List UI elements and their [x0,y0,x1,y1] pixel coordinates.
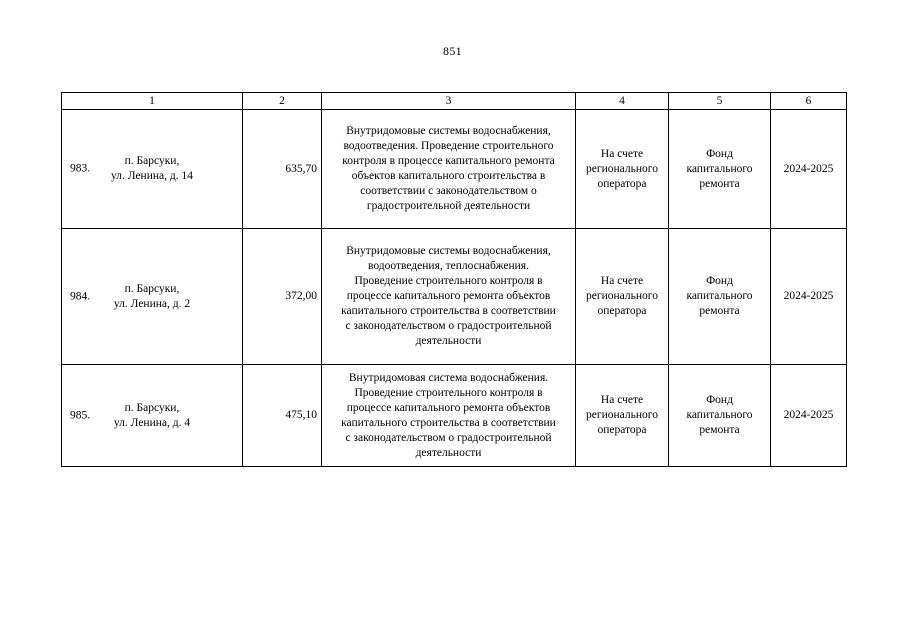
table-row [62,110,847,229]
funding-source-line: оператора [597,177,647,190]
address-cell [62,229,243,365]
column-header: 4 [576,93,669,110]
address-cell [62,365,243,467]
description-line: Внутридомовая система водоснабжения. [348,371,549,384]
fund-line: ремонта [699,305,740,317]
address-line: ул. Ленина, д. 14 [111,170,193,182]
page-number: 851 [443,44,462,58]
fund-line: Фонд [706,275,733,287]
description-line: процессе капитального ремонта объектов [346,401,551,414]
column-header: 2 [243,93,322,110]
description-line: водоотведения, теплоснабжения. [368,260,529,272]
description-cell [322,110,576,229]
description-line: Внутридомовые системы водоснабжения, [346,245,551,257]
funding-source-line: На счете [600,394,644,406]
fund-line: ремонта [699,177,740,190]
row-number: 983. [70,162,91,175]
table-row [62,365,847,467]
years-cell: 2024-2025 [771,110,847,229]
table-header-row [62,93,847,110]
description-line: с законодательством о градостроительной [345,320,552,332]
address-line: ул. Ленина, д. 4 [113,416,191,429]
works-table [61,92,847,467]
description-line: деятельности [415,446,482,459]
description-line: водоотведения. Проведение строительного [343,140,554,152]
description-cell [322,229,576,365]
description-line: Внутридомовые системы водоснабжения, [346,125,551,137]
description-line: с законодательством о градостроительной [345,431,552,444]
description-line: объектов капитального строительства в [351,170,546,182]
column-header: 6 [771,93,847,110]
fund-line: Фонд [706,394,733,406]
fund-line: капитального [686,290,753,302]
description-line: Проведение строительного контроля в [354,275,543,287]
description-line: соответствии с законодательством о [360,185,537,197]
address-line: ул. Ленина, д. 2 [113,297,191,310]
row-number: 984. [70,290,91,302]
years-cell: 2024-2025 [771,365,847,467]
fund-line: ремонта [699,424,740,436]
description-line: капитального строительства в соответствии [341,416,556,429]
funding-source-line: На счете [600,147,644,160]
fund-line: капитального [686,162,753,175]
row-number: 985. [70,409,91,421]
column-header: 5 [669,93,771,110]
description-line: градостроительной деятельности [366,200,531,212]
funding-source-cell [576,365,669,467]
fund-cell [669,229,771,365]
area-cell: 635,70 [243,110,322,229]
fund-line: Фонд [706,147,733,160]
fund-cell [669,110,771,229]
description-cell [322,365,576,467]
funding-source-line: На счете [600,275,644,287]
description-line: Проведение строительного контроля в [354,386,543,399]
funding-source-cell [576,229,669,365]
area-cell: 475,10 [243,365,322,467]
area-cell: 372,00 [243,229,322,365]
fund-cell [669,365,771,467]
description-line: капитального строительства в соответствии [341,305,556,317]
address-line: п. Барсуки, [124,282,180,295]
address-cell [62,110,243,229]
funding-source-line: регионального [586,409,658,421]
funding-source-line: регионального [586,290,658,302]
funding-source-cell [576,110,669,229]
description-line: процессе капитального ремонта объектов [346,290,551,302]
funding-source-line: регионального [586,162,658,175]
funding-source-line: оператора [597,305,647,317]
years-cell: 2024-2025 [771,229,847,365]
address-line: п. Барсуки, [124,155,180,167]
description-line: деятельности [415,335,482,347]
fund-line: капитального [686,409,753,421]
address-line: п. Барсуки, [124,401,180,414]
funding-source-line: оператора [597,424,647,436]
column-header: 1 [62,93,243,110]
table-row [62,229,847,365]
column-header: 3 [322,93,576,110]
description-line: контроля в процессе капитального ремонта [342,155,555,167]
